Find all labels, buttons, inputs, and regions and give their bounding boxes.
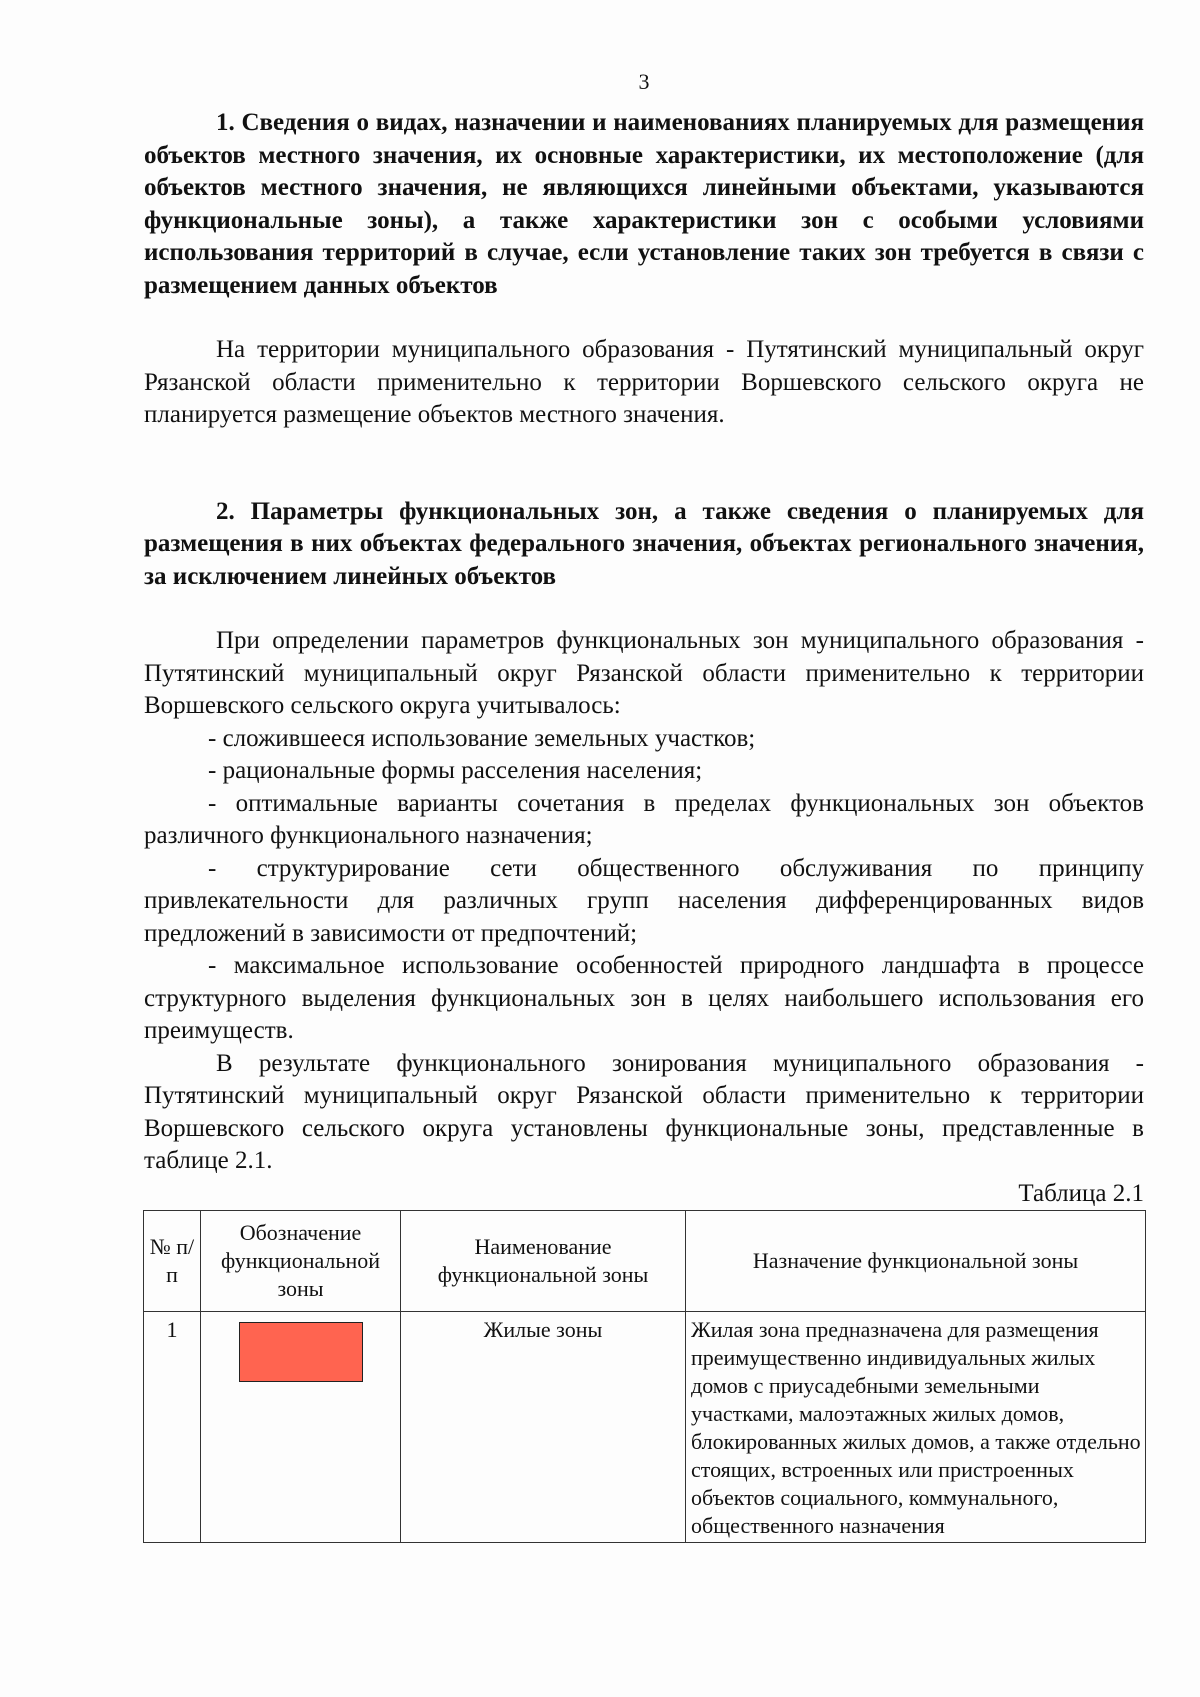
bullet-item: - максимальное использование особенностей природного ландшафта в процессе структурного выделения функциональных зон в целях наибольшего использования его преимуществ. — [144, 952, 1144, 1044]
header-number: № п/п — [144, 1210, 201, 1311]
table-header-row — [144, 1210, 1146, 1311]
designation-cell — [201, 1311, 401, 1542]
zone-purpose: Жилая зона предназначена для размещения преимущественно индивидуальных жилых домов с приусадебными земельными участками, малоэтажных жилых домов, блокированных жилых домов, а также отдельно стоящих, встроенных или пристроенных объектов социального, коммунального, общественного назначения — [686, 1311, 1146, 1542]
header-designation: Обозначение функциональной зоны — [201, 1210, 401, 1311]
spacer — [144, 464, 1144, 496]
spacer — [144, 302, 1144, 334]
functional-zones-table — [143, 1210, 1146, 1543]
section-1-body: На территории муниципального образования - Путятинский муниципальный округ Рязанской области применительно к территории Воршевского сельского округа не планируется размещение объектов местного значения. — [144, 336, 1144, 428]
section-2-intro: При определении параметров функциональных зон муниципального образования - Путятинский муниципальный округ Рязанской области применительно к территории Воршевского сельского округа учитывалось: — [144, 627, 1144, 719]
row-number: 1 — [144, 1311, 201, 1542]
zone-color-swatch — [239, 1322, 363, 1382]
header-purpose: Назначение функциональной зоны — [686, 1210, 1146, 1311]
table-row — [144, 1311, 1146, 1542]
header-name: Наименование функциональной зоны — [401, 1210, 686, 1311]
section-2-result: В результате функционального зонирования муниципального образования - Путятинский муниципальный округ Рязанской области применительно к территории Воршевского сельского округа установлены функциональные зоны, представленные в таблице 2.1. — [144, 1049, 1144, 1174]
bullet-item: - структурирование сети общественного обслуживания по принципу привлекательности для различных групп населения дифференцированных видов предложений в зависимости от предпочтений; — [144, 854, 1144, 947]
bullet-item: - рациональные формы расселения населения; — [208, 757, 703, 784]
bullet-item: - оптимальные варианты сочетания в пределах функциональных зон объектов различного функционального назначения; — [144, 789, 1144, 849]
zone-name: Жилые зоны — [401, 1311, 686, 1542]
table-caption: Таблица 2.1 — [1018, 1179, 1144, 1207]
document-page — [144, 60, 1144, 1543]
spacer — [144, 593, 1144, 625]
bullet-item: - сложившееся использование земельных участков; — [208, 724, 756, 752]
spacer — [144, 432, 1144, 464]
page-number: 3 — [638, 69, 650, 94]
section-1-heading: 1. Сведения о видах, назначении и наименованиях планируемых для размещения объектов местного значения, их основные характеристики, их местоположение (для объектов местного значения, не являющихся линейными объектами, указываются функциональные зоны), а также характеристики зон с особыми условиями использования территорий в случае, если установление таких зон требуется в связи с размещением данных объектов — [144, 109, 1144, 299]
section-2-heading: 2. Параметры функциональных зон, а также сведения о планируемых для размещения в них объектах федерального значения, объектах регионального значения, за исключением линейных объектов — [144, 497, 1144, 590]
